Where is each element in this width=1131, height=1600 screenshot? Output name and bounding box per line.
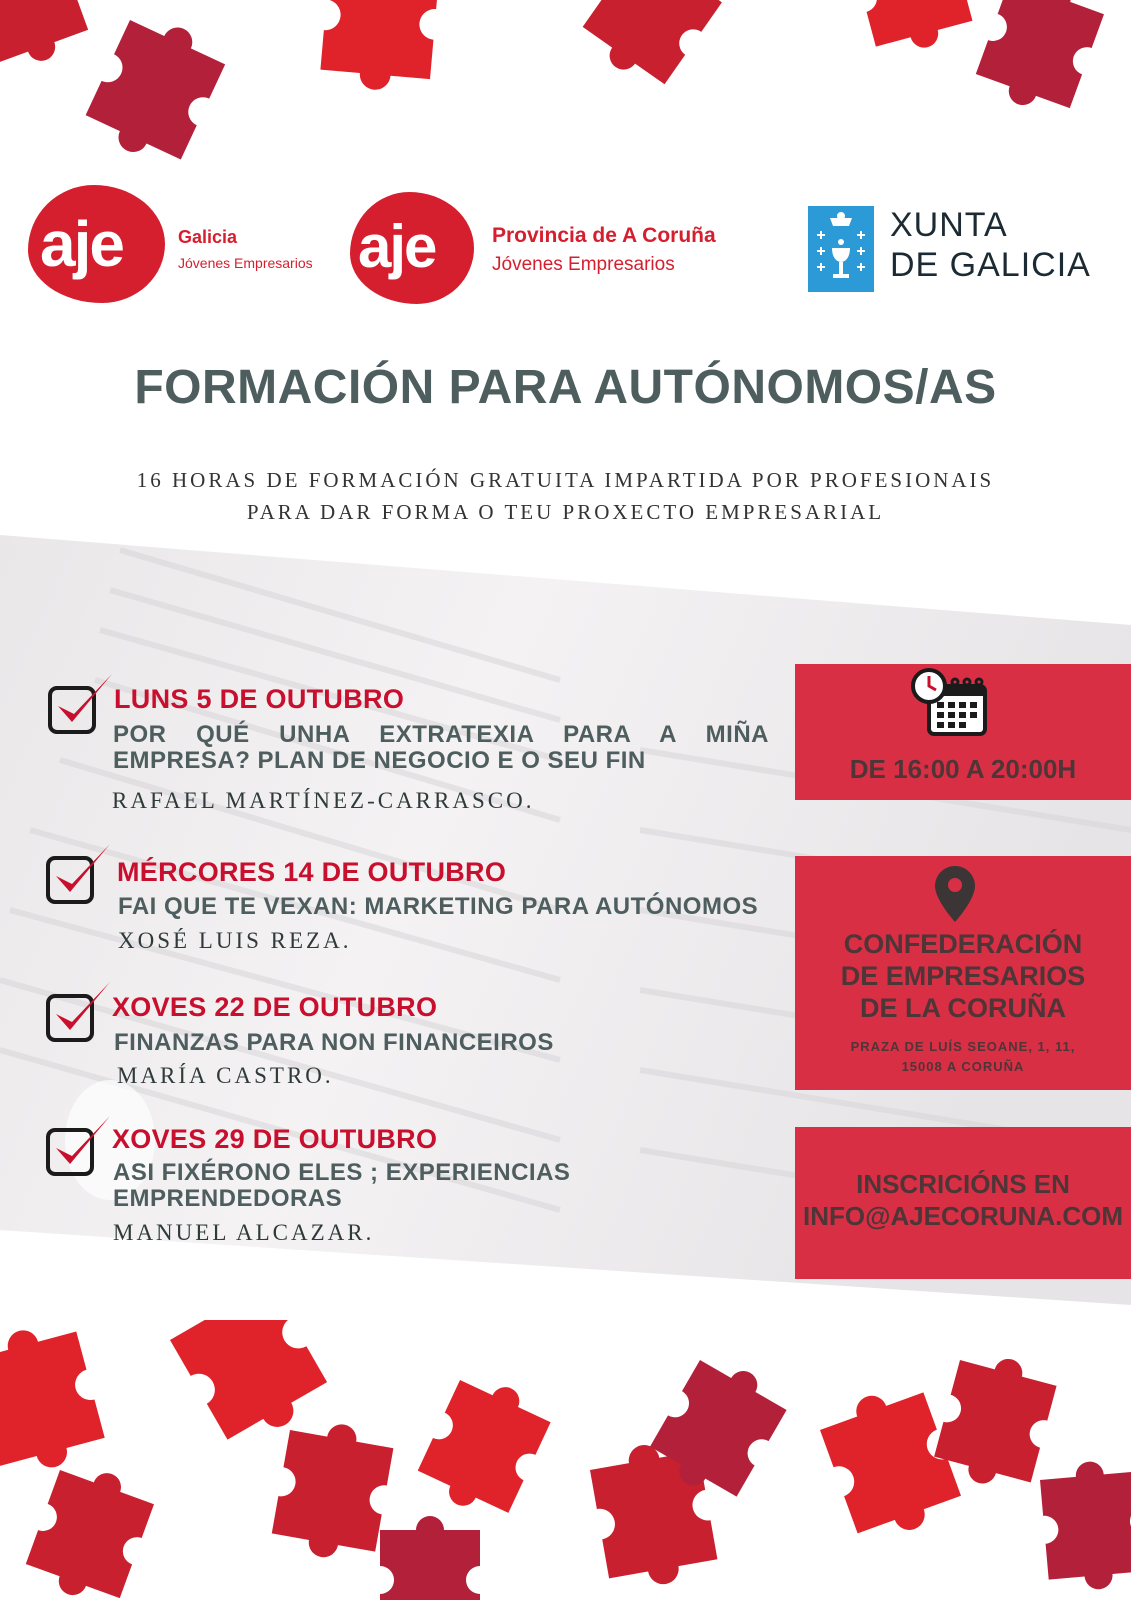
registration-box xyxy=(795,1127,1131,1279)
venue-address-1: PRAZA DE LUÍS SEOANE, 1, 11, xyxy=(850,1039,1076,1054)
venue-name: CONFEDERACIÓN DE EMPRESARIOS DE LA CORUÑA xyxy=(840,929,1086,1023)
checkbox-check-icon xyxy=(44,840,114,906)
bottom-puzzle-decoration xyxy=(0,1320,1131,1600)
checkbox-check-icon xyxy=(44,978,114,1044)
event-topic: FINANZAS PARA NON FINANCEIROS xyxy=(114,1029,554,1056)
puzzle-piece-icon xyxy=(575,0,730,96)
event-topic: POR QUÉ UNHA EXTRATEXIA PARA A MIÑA EMPRESA? PLAN DE NEGOCIO E O SEU FIN xyxy=(113,721,769,774)
event-topic: FAI QUE TE VEXAN: MARKETING PARA AUTÓNOMOS xyxy=(118,893,759,920)
event-speaker: MANUEL ALCAZAR. xyxy=(113,1220,375,1245)
puzzle-piece-icon xyxy=(21,1457,159,1600)
puzzle-piece-icon xyxy=(815,1378,967,1548)
xunta-shield-icon xyxy=(808,206,874,292)
registration-email[interactable]: INFO@AJECORUNA.COM xyxy=(802,1201,1124,1231)
puzzle-piece-icon xyxy=(0,1320,109,1481)
page-title: FORMACIÓN PARA AUTÓNOMOS/AS xyxy=(134,361,997,414)
puzzle-piece-icon xyxy=(930,1346,1060,1496)
venue-box xyxy=(795,856,1131,1090)
puzzle-piece-icon xyxy=(1039,1457,1131,1593)
event-date: XOVES 22 DE OUTUBRO xyxy=(112,992,438,1022)
event-speaker: MARÍA CASTRO. xyxy=(117,1063,334,1088)
aje-galicia-logo: aje Galicia Jóvenes Empresarios xyxy=(28,185,338,305)
puzzle-piece-icon xyxy=(319,0,441,95)
event-date: LUNS 5 DE OUTUBRO xyxy=(114,684,405,714)
clock-calendar-icon xyxy=(911,668,991,740)
schedule-text: DE 16:00 A 20:00H xyxy=(849,754,1077,784)
event-date: MÉRCORES 14 DE OUTUBRO xyxy=(117,857,507,887)
event-date: XOVES 29 DE OUTUBRO xyxy=(112,1124,438,1154)
event-speaker: XOSÉ LUIS REZA. xyxy=(118,928,352,953)
puzzle-piece-icon xyxy=(269,1416,396,1567)
puzzle-piece-icon xyxy=(643,1348,794,1509)
puzzle-piece-icon xyxy=(162,1320,335,1454)
puzzle-piece-icon xyxy=(0,0,93,77)
puzzle-piece-icon xyxy=(846,0,976,60)
schedule-box xyxy=(795,664,1131,800)
registration-label: INSCRICIÓNS EN xyxy=(856,1169,1070,1199)
top-puzzle-decoration xyxy=(0,0,1131,170)
puzzle-piece-icon xyxy=(412,1367,557,1525)
puzzle-piece-icon xyxy=(971,0,1109,121)
puzzle-piece-icon xyxy=(380,1516,480,1600)
event-topic: ASI FIXÉRONO ELES ; EXPERIENCIAS EMPRENDEDORAS xyxy=(113,1159,571,1212)
event-speaker: RAFAEL MARTÍNEZ-CARRASCO. xyxy=(112,788,535,813)
subtitle-line-2: PARA DAR FORMA O TEU PROXECTO EMPRESARIAL xyxy=(246,500,885,524)
puzzle-piece-icon xyxy=(79,7,231,170)
puzzle-piece-icon xyxy=(587,1436,720,1594)
location-pin-icon xyxy=(935,866,975,922)
checkbox-check-icon xyxy=(46,670,116,736)
xunta-logo: XUNTA DE GALICIA xyxy=(808,206,1098,296)
venue-address-2: 15008 A CORUÑA xyxy=(901,1059,1025,1074)
checkbox-check-icon xyxy=(44,1112,114,1178)
aje-coruna-logo: aje Provincia de A Coruña Jóvenes Empresarios xyxy=(350,192,770,307)
subtitle-line-1: 16 HORAS DE FORMACIÓN GRATUITA IMPARTIDA POR PROFESIONAIS xyxy=(136,468,995,492)
